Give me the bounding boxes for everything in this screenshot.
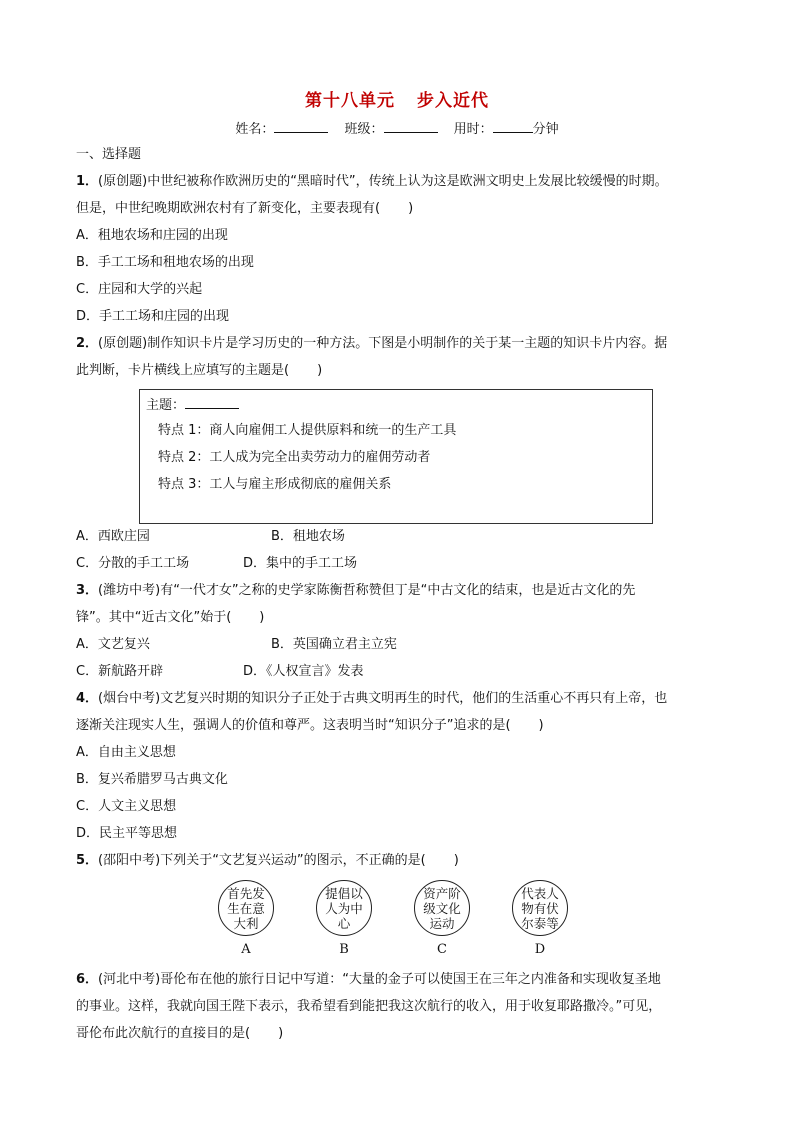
q2-line2 (76, 362, 322, 380)
q4-line1 (76, 690, 667, 708)
q4-close-paren: ) (538, 718, 544, 733)
card-feature-3: 特点 3：工人与雇主形成彻底的雇佣关系 (158, 477, 392, 492)
q3-text-2: 锋”。其中“近古文化”始于( (76, 610, 232, 625)
q4-option-c[interactable]: C．人文主义思想 (76, 799, 177, 814)
q5-circle-a-text: 首先发 生在意 大利 (227, 885, 265, 931)
q6-line2: 的事业。这样，我就向国王陛下表示，我希望看到能把我这次航行的收入，用于收复耶路撒冷。”可见， (76, 999, 662, 1014)
q5-circle-c[interactable] (414, 880, 470, 936)
q5-label-d: D (534, 942, 546, 957)
card-topic-label: 主题： (146, 398, 186, 413)
q2-option-c[interactable]: C．分散的手工工场 (76, 556, 190, 571)
q2-option-d[interactable]: D．集中的手工工场 (243, 556, 358, 571)
q5-circle-d-text: 代表人 物有伏 尔泰等 (521, 885, 559, 931)
q5-circle-c-text: 资产阶 级文化 运动 (423, 885, 461, 931)
q4-number: 4． (76, 691, 99, 706)
card-topic (146, 394, 239, 413)
q2-option-b[interactable]: B．租地农场 (271, 529, 345, 544)
q1-option-b[interactable]: B．手工工场和租地农场的出现 (76, 255, 254, 270)
q5-line1 (76, 852, 459, 870)
q1-option-d[interactable]: D．手工工场和庄园的出现 (76, 309, 230, 324)
q6-text-1: (河北中考)哥伦布在他的旅行日记中写道：“大量的金子可以使国王在三年之内准备和实现收复圣地 (98, 972, 661, 987)
q2-number: 2． (76, 336, 99, 351)
knowledge-card (139, 389, 653, 524)
q3-option-d[interactable]: D．《人权宣言》发表 (243, 664, 364, 679)
q3-close-paren: ) (259, 610, 265, 625)
q3-option-c[interactable]: C．新航路开辟 (76, 664, 164, 679)
q6-close-paren: ) (278, 1026, 284, 1041)
q2-option-a[interactable]: A．西欧庄园 (76, 529, 150, 544)
q4-option-b[interactable]: B．复兴希腊罗马古典文化 (76, 772, 228, 787)
q1-option-a[interactable]: A．租地农场和庄园的出现 (76, 228, 228, 243)
q3-line1 (76, 582, 635, 600)
title-topic: 步入近代 (417, 91, 489, 111)
q3-number: 3． (76, 583, 99, 598)
q2-text-1: (原创题)制作知识卡片是学习历史的一种方法。下图是小明制作的关于某一主题的知识卡片内容。据 (98, 336, 668, 351)
q5-circle-d[interactable] (512, 880, 568, 936)
section-heading: 一、选择题 (76, 147, 142, 162)
q2-line1 (76, 335, 667, 353)
q1-text-1: (原创题)中世纪被称作欧洲历史的“黑暗时代”，传统上认为这是欧洲文明史上发展比较缓慢的时期。 (98, 174, 668, 189)
time-label: 用时： (453, 122, 493, 137)
q3-option-b[interactable]: B．英国确立君主立宪 (271, 637, 397, 652)
q5-close-paren: ) (453, 853, 459, 868)
name-blank[interactable] (274, 120, 328, 133)
q3-option-a[interactable]: A．文艺复兴 (76, 637, 150, 652)
q3-line2 (76, 609, 264, 627)
class-label: 班级： (344, 122, 384, 137)
q5-circle-a[interactable] (218, 880, 274, 936)
q4-option-a[interactable]: A．自由主义思想 (76, 745, 176, 760)
q1-option-c[interactable]: C．庄园和大学的兴起 (76, 282, 203, 297)
q1-close-paren: ) (408, 201, 414, 216)
card-feature-2: 特点 2：工人成为完全出卖劳动力的雇佣劳动者 (158, 450, 431, 465)
q1-line2 (76, 200, 413, 218)
card-feature-1: 特点 1：商人向雇佣工人提供原料和统一的生产工具 (158, 423, 457, 438)
q5-circle-b-text: 提倡以 人为中 心 (325, 885, 363, 931)
student-info-line (0, 118, 794, 137)
q4-text-1: (烟台中考)文艺复兴时期的知识分子正处于古典文明再生的时代，他们的生活重心不再只有上帝，也 (98, 691, 668, 706)
class-blank[interactable] (384, 120, 438, 133)
time-blank[interactable] (493, 120, 533, 133)
q1-number: 1． (76, 174, 99, 189)
q5-label-b: B (339, 942, 349, 957)
q2-text-2: 此判断，卡片横线上应填写的主题是( (76, 363, 290, 378)
q5-text-1: (邵阳中考)下列关于“文艺复兴运动”的图示，不正确的是( (98, 853, 426, 868)
q5-number: 5． (76, 853, 99, 868)
q4-text-2: 逐渐关注现实人生，强调人的价值和尊严。这表明当时“知识分子”追求的是( (76, 718, 511, 733)
q4-option-d[interactable]: D．民主平等思想 (76, 826, 178, 841)
q5-circle-b[interactable] (316, 880, 372, 936)
q6-text-3: 哥伦布此次航行的直接目的是( (76, 1026, 251, 1041)
q3-text-1: (潍坊中考)有“一代才女”之称的史学家陈衡哲称赞但丁是“中古文化的结束，也是近古文化的先 (98, 583, 636, 598)
page-title (0, 86, 794, 111)
q6-number: 6． (76, 972, 99, 987)
q5-label-a: A (241, 942, 251, 957)
q1-line1 (76, 173, 668, 191)
q6-line3 (76, 1025, 283, 1043)
q1-text-2: 但是，中世纪晚期欧洲农村有了新变化，主要表现有( (76, 201, 381, 216)
title-unit: 第十八单元 (305, 91, 395, 111)
name-label: 姓名： (235, 122, 275, 137)
card-topic-blank[interactable] (185, 396, 239, 409)
q6-line1 (76, 971, 661, 989)
q5-label-c: C (437, 942, 447, 957)
time-unit: 分钟 (532, 122, 559, 137)
q2-close-paren: ) (317, 363, 323, 378)
q4-line2 (76, 717, 544, 735)
